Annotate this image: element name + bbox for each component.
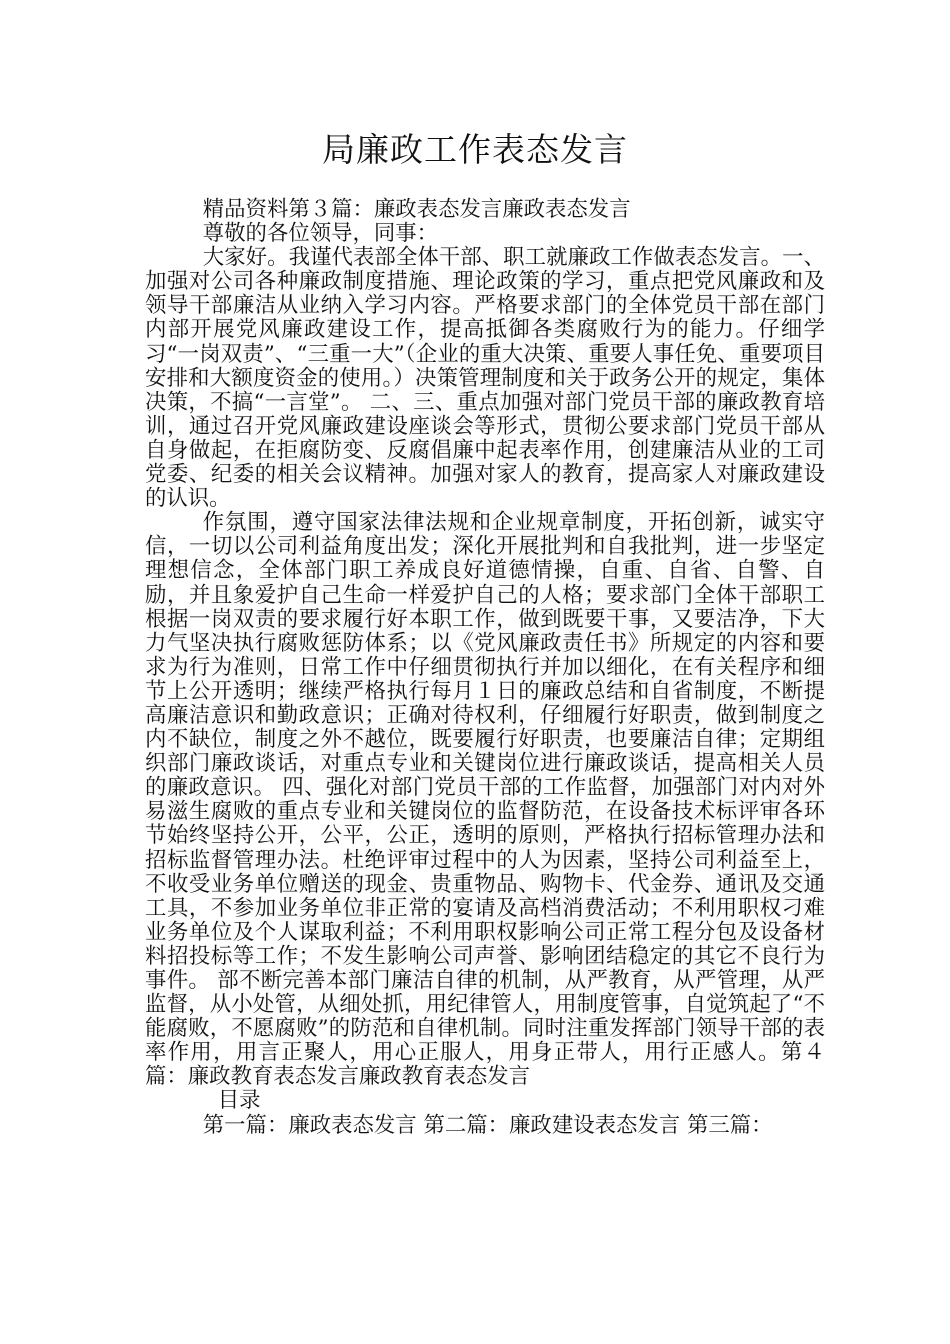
- salutation: 尊敬的各位领导，同事：: [202, 221, 439, 247]
- source-line: 精品资料第３篇：廉政表态发言廉政表态发言: [202, 197, 631, 222]
- toc-line: 第一篇：廉政表态发言 第二篇：廉政建设表态发言 第三篇：: [202, 1112, 773, 1138]
- body-paragraph: 大家好。我谨代表部全体干部、职工就廉政工作做表态发言。一、加强对公司各种廉政制度措施、理论政策的学习，重点把党风廉政和及领导干部廉洁从业纳入学习内容。严格要求部门的全体党员干部在部门内部开展党风廉政建设工作，提高抵御各类腐败行为的能力。仔细学习“一岗双责”、“三重一大”（企业的重大决策、重要人事任免、重要项目安排和大额度资金的使用。）决策管理制度和关于政务公开的规定，集体决策，不搞“一言堂”。 二、三、重点加强对部门党员干部的廉政教育培训，通过召开党风廉政建设座谈会等形式，贯彻公要求部门党员干部从自身做起，在拒腐防变、反腐倡廉中起表率作用，创建廉洁从业的工司党委、纪委的相关会议精神。加强对家人的教育，提高家人对廉政建设的认识。: [145, 245, 825, 512]
- document-body: [145, 198, 825, 1138]
- document-title: 局廉政工作表态发言: [322, 130, 628, 169]
- body-paragraph: 作氛围，遵守国家法律法规和企业规章制度，开拓创新，诚实守信，一切以公司利益角度出发；深化开展批判和自我批判，进一步坚定理想信念，全体部门职工养成良好道德情操，自重、自省、自警、自励，并且象爱护自己生命一样爱护自己的人格；要求部门全体干部职工根据一岗双责的要求履行好本职工作，做到既要干事，又要洁净，下大力气坚决执行腐败惩防体系；以《党风廉政责任书》所规定的内容和要求为行为准则，日常工作中仔细贯彻执行并加以细化，在有关程序和细节上公开透明；继续严格执行每月１日的廉政总结和自省制度，不断提高廉洁意识和勤政意识；正确对待权利，仔细履行好职责，做到制度之内不缺位，制度之外不越位，既要履行好职责，也要廉洁自律；定期组织部门廉政谈话，对重点专业和关键岗位进行廉政谈话，提高相关人员的廉政意识。 四、强化对部门党员干部的工作监督，加强部门对内对外易滋生腐败的重点专业和关键岗位的监督防范，在设备技术标评审各环节始终坚持公开，公平，公正，透明的原则，严格执行招标管理办法和招标监督管理办法。杜绝评审过程中的人为因素，坚持公司利益至上，不收受业务单位赠送的现金、贵重物品、购物卡、代金券、通讯及交通工具，不参加业务单位非正常的宴请及高档消费活动；不利用职权刁难业务单位及个人谋取利益；不利用职权影响公司正常工程分包及设备材料招投标等工作；不发生影响公司声誉、影响团结稳定的其它不良行为事件。 部不断完善本部门廉洁自律的机制，从严教育，从严管理，从严监督，从小处管，从细处抓，用纪律管人，用制度管事，自觉筑起了“不能腐败，不愿腐败”的防范和自律机制。同时注重发挥部门领导干部的表率作用，用言正聚人，用心正服人，用身正带人，用行正感人。第４篇：廉政教育表态发言廉政教育表态发言: [145, 510, 825, 1090]
- toc-heading: 目录: [217, 1088, 261, 1114]
